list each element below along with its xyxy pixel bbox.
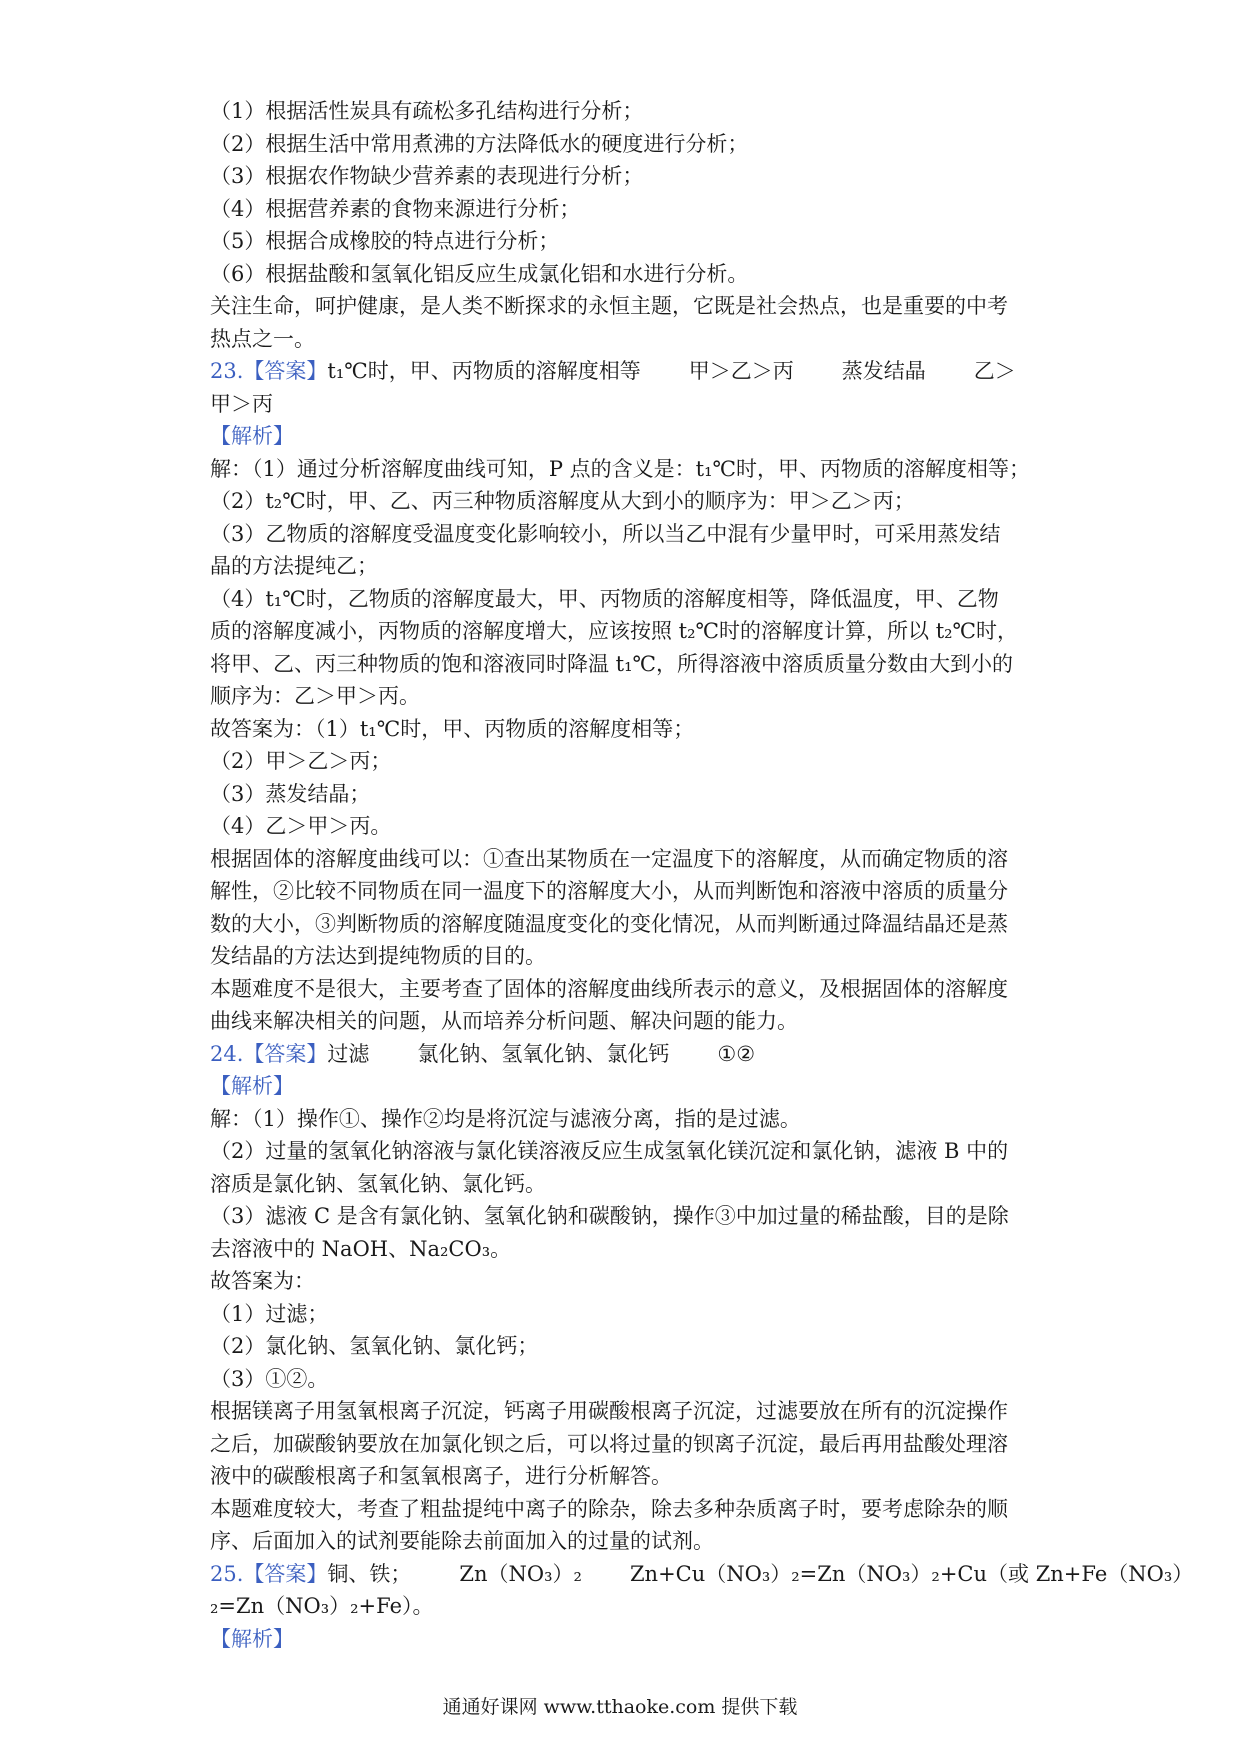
comment-line: 关注生命，呵护健康，是人类不断探求的永恒主题，它既是社会热点，也是重要的中考 <box>210 294 1008 318</box>
analysis-line: 解：（1）操作①、操作②均是将沉淀与滤液分离，指的是过滤。 <box>210 1106 801 1131</box>
question-number: 25. <box>210 1561 244 1586</box>
paragraph: （3）根据农作物缺少营养素的表现进行分析； <box>210 164 644 188</box>
answer-part: Zn+Cu（NO₃）₂=Zn（NO₃）₂+Cu（或 Zn+Fe（NO₃） <box>629 1561 1194 1586</box>
paragraph: （5）根据合成橡胶的特点进行分析； <box>210 229 560 253</box>
analysis-line: 晶的方法提纯乙； <box>210 554 378 578</box>
paragraph: （6）根据盐酸和氢氧化铝反应生成氯化铝和水进行分析。 <box>210 261 749 286</box>
summary-line: 本题难度不是很大，主要考查了固体的溶解度曲线所表示的意义，及根据固体的溶解度 <box>210 976 1008 1001</box>
question-number: 24. <box>210 1041 244 1066</box>
answer-part: Zn（NO₃）₂ <box>459 1561 582 1586</box>
final-answer-line: （1）过滤； <box>210 1301 329 1326</box>
answer-part: 蒸发结晶 <box>841 359 926 383</box>
analysis-tag: 【解析】 <box>210 424 294 448</box>
analysis-line: （3）乙物质的溶解度受温度变化影响较小，所以当乙中混有少量甲时，可采用蒸发结 <box>210 521 1001 546</box>
answer-tag: 【答案】 <box>243 1561 328 1586</box>
analysis-line: （3）滤液 C 是含有氯化钠、氢氧化钠和碳酸钠，操作③中加过量的稀盐酸，目的是除 <box>210 1204 1009 1228</box>
final-answer-line: （2）甲＞乙＞丙； <box>210 749 392 773</box>
answer-continuation: ₂=Zn（NO₃）₂+Fe）。 <box>210 1594 434 1618</box>
q23-answer-line <box>210 355 1045 388</box>
analysis-line: 解：（1）通过分析溶解度曲线可知，P 点的含义是：t₁℃时，甲、丙物质的溶解度相等； <box>210 456 1031 481</box>
answer-tag: 【答案】 <box>243 1041 328 1066</box>
summary-line: 序、后面加入的试剂要能除去前面加入的过量的试剂。 <box>210 1529 714 1553</box>
q25-answer-line <box>210 1558 1194 1591</box>
analysis-line: 溶质是氯化钠、氢氧化钠、氯化钙。 <box>210 1171 546 1196</box>
answer-part: t₁℃时，甲、丙物质的溶解度相等 <box>327 359 641 383</box>
note-line: 发结晶的方法达到提纯物质的目的。 <box>210 944 546 968</box>
answer-part: 乙＞ <box>973 359 1016 383</box>
final-answer-line: （4）乙＞甲＞丙。 <box>210 814 392 838</box>
analysis-tag: 【解析】 <box>210 1626 294 1651</box>
note-line: 解性，②比较不同物质在同一温度下的溶解度大小，从而判断饱和溶液中溶质的质量分 <box>210 879 1008 903</box>
answer-part: 铜、铁； <box>327 1561 412 1586</box>
paragraph: （1）根据活性炭具有疏松多孔结构进行分析； <box>210 99 644 123</box>
summary-line: 曲线来解决相关的问题，从而培养分析问题、解决问题的能力。 <box>210 1009 798 1033</box>
answer-part: 过滤 <box>327 1041 370 1066</box>
paragraph: （4）根据营养素的食物来源进行分析； <box>210 196 581 221</box>
analysis-line: （4）t₁℃时，乙物质的溶解度最大，甲、丙物质的溶解度相等，降低温度，甲、乙物 <box>210 586 999 611</box>
q24-answer-line <box>210 1038 1045 1071</box>
analysis-line: 顺序为：乙＞甲＞丙。 <box>210 684 420 708</box>
answer-tag: 【答案】 <box>243 359 328 383</box>
final-answer-line: （3）蒸发结晶； <box>210 781 371 806</box>
analysis-line: 去溶液中的 NaOH、Na₂CO₃。 <box>210 1236 512 1261</box>
analysis-tag: 【解析】 <box>210 1074 294 1098</box>
analysis-line: （2）过量的氢氧化钠溶液与氯化镁溶液反应生成氢氧化镁沉淀和氯化钠，滤液 B 中的 <box>210 1139 1009 1163</box>
note-line: 之后，加碳酸钠要放在加氯化钡之后，可以将过量的钡离子沉淀，最后再用盐酸处理溶 <box>210 1431 1008 1456</box>
question-number: 23. <box>210 359 244 383</box>
final-answer-line: 故答案为：（1）t₁℃时，甲、丙物质的溶解度相等； <box>210 716 695 741</box>
page-footer: 通通好课网 www.tthaoke.com 提供下载 <box>442 1696 798 1718</box>
final-answer-line: 故答案为： <box>210 1269 315 1293</box>
note-line: 根据镁离子用氢氧根离子沉淀，钙离子用碳酸根离子沉淀，过滤要放在所有的沉淀操作 <box>210 1399 1008 1423</box>
note-line: 数的大小，③判断物质的溶解度随温度变化的变化情况，从而判断通过降温结晶还是蒸 <box>210 911 1008 936</box>
analysis-line: 将甲、乙、丙三种物质的饱和溶液同时降温 t₁℃，所得溶液中溶质质量分数由大到小的 <box>210 651 1014 676</box>
analysis-line: （2）t₂℃时，甲、乙、丙三种物质溶解度从大到小的顺序为：甲＞乙＞丙； <box>210 489 915 513</box>
answer-part: 氯化钠、氢氧化钠、氯化钙 <box>417 1041 670 1066</box>
final-answer-line: （2）氯化钠、氢氧化钠、氯化钙； <box>210 1334 539 1358</box>
answer-part: 甲＞乙＞丙 <box>688 359 794 383</box>
note-line: 根据固体的溶解度曲线可以：①查出某物质在一定温度下的溶解度，从而确定物质的溶 <box>210 846 1008 871</box>
analysis-line: 质的溶解度减小，丙物质的溶解度增大，应该按照 t₂℃时的溶解度计算，所以 t₂℃时， <box>210 619 1019 643</box>
answer-part: ①② <box>717 1041 756 1066</box>
comment-line: 热点之一。 <box>210 326 315 351</box>
answer-continuation: 甲＞丙 <box>210 391 273 416</box>
paragraph: （2）根据生活中常用煮沸的方法降低水的硬度进行分析； <box>210 131 749 156</box>
document-body <box>210 95 1194 1655</box>
summary-line: 本题难度较大，考查了粗盐提纯中离子的除杂，除去多种杂质离子时，要考虑除杂的顺 <box>210 1496 1008 1521</box>
note-line: 液中的碳酸根离子和氢氧根离子，进行分析解答。 <box>210 1464 672 1488</box>
final-answer-line: （3）①②。 <box>210 1366 329 1391</box>
